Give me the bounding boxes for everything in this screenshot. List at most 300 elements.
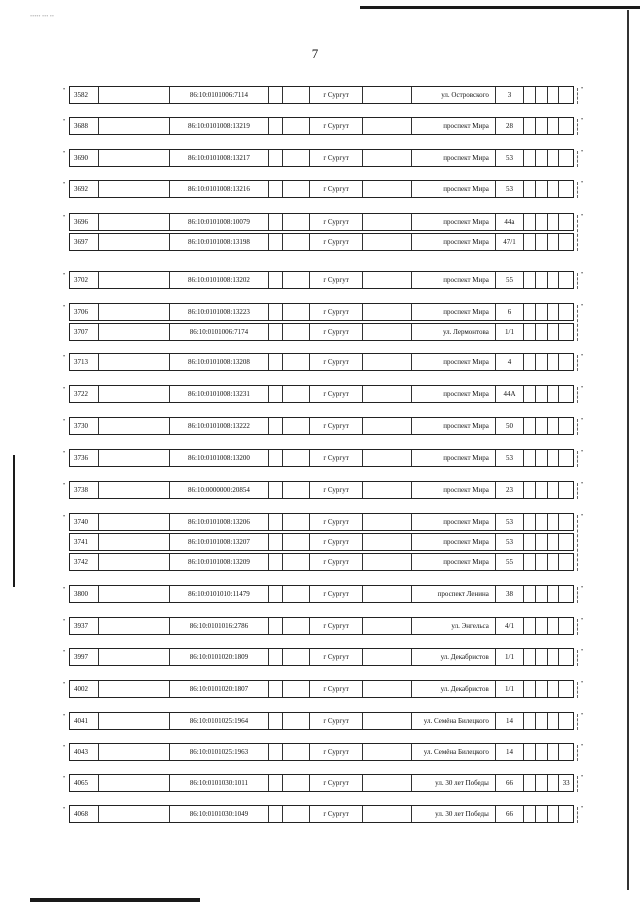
street-cell: проспект Ленина	[412, 586, 496, 602]
table-block	[63, 149, 584, 169]
empty-cell	[548, 514, 560, 530]
empty-cell	[269, 354, 283, 370]
house-number-cell: 1/1	[496, 681, 524, 697]
table-block	[63, 805, 584, 825]
house-number-cell: 44а	[496, 214, 524, 230]
empty-cell	[548, 272, 560, 288]
street-cell: проспект Мира	[412, 118, 496, 134]
scan-right-edge	[627, 10, 629, 890]
empty-cell	[536, 586, 548, 602]
empty-cell	[363, 272, 412, 288]
table-row	[69, 233, 574, 251]
table-row	[69, 533, 574, 551]
empty-cell	[99, 681, 169, 697]
empty-cell	[524, 354, 536, 370]
city-cell: г Сургут	[310, 234, 363, 250]
cadastral-number-cell: 86:10:0101006:7174	[170, 324, 270, 340]
empty-cell	[363, 87, 412, 103]
empty-cell	[536, 534, 548, 550]
empty-cell	[269, 324, 283, 340]
header-stamp: ••••• ••• ••	[30, 14, 55, 20]
empty-cell	[363, 304, 412, 320]
empty-cell	[536, 118, 548, 134]
empty-cell	[363, 649, 412, 665]
table-block	[63, 513, 584, 573]
empty-cell	[548, 649, 560, 665]
empty-cell	[99, 386, 169, 402]
empty-cell	[269, 554, 283, 570]
apartment-cell	[559, 806, 573, 822]
empty-cell	[524, 775, 536, 791]
empty-cell	[363, 681, 412, 697]
apartment-cell	[559, 354, 573, 370]
group-bracket	[577, 682, 579, 698]
cadastral-number-cell: 86:10:0101008:10079	[170, 214, 270, 230]
street-cell: проспект Мира	[412, 554, 496, 570]
empty-cell	[363, 514, 412, 530]
empty-cell	[363, 450, 412, 466]
empty-cell	[269, 713, 283, 729]
record-id-cell: 3997	[70, 649, 99, 665]
record-id-cell: 3736	[70, 450, 99, 466]
table-row	[69, 385, 574, 403]
empty-cell	[536, 775, 548, 791]
empty-cell	[99, 118, 169, 134]
empty-cell	[548, 418, 560, 434]
empty-cell	[548, 775, 560, 791]
table-block	[63, 585, 584, 605]
cadastral-number-cell: 86:10:0101025:1964	[170, 713, 270, 729]
empty-cell	[548, 118, 560, 134]
street-cell: проспект Мира	[412, 272, 496, 288]
city-cell: г Сургут	[310, 87, 363, 103]
group-bracket	[577, 88, 579, 104]
empty-cell	[269, 118, 283, 134]
table-block	[63, 712, 584, 732]
empty-cell	[99, 482, 169, 498]
table-row	[69, 648, 574, 666]
empty-cell	[99, 514, 169, 530]
apartment-cell	[559, 554, 573, 570]
empty-cell	[283, 586, 310, 602]
cadastral-number-cell: 86:10:0101025:1963	[170, 744, 270, 760]
margin-mark: •	[581, 743, 584, 749]
empty-cell	[536, 681, 548, 697]
empty-cell	[269, 806, 283, 822]
group-bracket	[577, 182, 579, 198]
cadastral-number-cell: 86:10:0101008:13206	[170, 514, 270, 530]
empty-cell	[283, 534, 310, 550]
group-bracket	[577, 807, 579, 823]
empty-cell	[363, 618, 412, 634]
margin-mark: •	[63, 681, 66, 687]
margin-mark: •	[63, 806, 66, 812]
group-bracket	[577, 387, 579, 403]
group-bracket	[577, 355, 579, 371]
city-cell: г Сургут	[310, 418, 363, 434]
table-row	[69, 149, 574, 167]
empty-cell	[548, 450, 560, 466]
record-id-cell: 3800	[70, 586, 99, 602]
empty-cell	[99, 150, 169, 166]
group-bracket	[577, 714, 579, 730]
margin-mark: •	[63, 713, 66, 719]
margin-mark: •	[63, 450, 66, 456]
cadastral-number-cell: 86:10:0101008:13217	[170, 150, 270, 166]
empty-cell	[269, 681, 283, 697]
cadastral-number-cell: 86:10:0101008:13202	[170, 272, 270, 288]
empty-cell	[283, 150, 310, 166]
table-block	[63, 417, 584, 437]
house-number-cell: 6	[496, 304, 524, 320]
apartment-cell	[559, 181, 573, 197]
record-id-cell: 3740	[70, 514, 99, 530]
house-number-cell: 28	[496, 118, 524, 134]
apartment-cell	[559, 450, 573, 466]
apartment-cell	[559, 514, 573, 530]
empty-cell	[548, 234, 560, 250]
cadastral-number-cell: 86:10:0101008:13198	[170, 234, 270, 250]
house-number-cell: 53	[496, 450, 524, 466]
margin-mark: •	[63, 744, 66, 750]
apartment-cell	[559, 418, 573, 434]
cadastral-number-cell: 86:10:0101008:13209	[170, 554, 270, 570]
table-block	[63, 449, 584, 469]
margin-mark: •	[63, 87, 66, 93]
city-cell: г Сургут	[310, 649, 363, 665]
empty-cell	[536, 214, 548, 230]
empty-cell	[524, 118, 536, 134]
empty-cell	[536, 354, 548, 370]
city-cell: г Сургут	[310, 554, 363, 570]
record-id-cell: 3702	[70, 272, 99, 288]
empty-cell	[548, 181, 560, 197]
empty-cell	[524, 324, 536, 340]
cadastral-number-cell: 86:10:0101008:13200	[170, 450, 270, 466]
table-row	[69, 353, 574, 371]
table-row	[69, 180, 574, 198]
record-id-cell: 3582	[70, 87, 99, 103]
empty-cell	[269, 534, 283, 550]
table-block	[63, 213, 584, 253]
empty-cell	[536, 806, 548, 822]
record-id-cell: 3713	[70, 354, 99, 370]
empty-cell	[99, 324, 169, 340]
empty-cell	[363, 181, 412, 197]
street-cell: ул. Семёна Билецкого	[412, 713, 496, 729]
empty-cell	[283, 806, 310, 822]
table-row	[69, 617, 574, 635]
empty-cell	[548, 806, 560, 822]
house-number-cell: 4	[496, 354, 524, 370]
empty-cell	[283, 118, 310, 134]
record-id-cell: 4041	[70, 713, 99, 729]
empty-cell	[548, 618, 560, 634]
city-cell: г Сургут	[310, 354, 363, 370]
empty-cell	[99, 713, 169, 729]
empty-cell	[283, 681, 310, 697]
empty-cell	[99, 214, 169, 230]
empty-cell	[524, 181, 536, 197]
street-cell: проспект Мира	[412, 482, 496, 498]
empty-cell	[363, 418, 412, 434]
city-cell: г Сургут	[310, 214, 363, 230]
empty-cell	[524, 534, 536, 550]
empty-cell	[99, 234, 169, 250]
house-number-cell: 44А	[496, 386, 524, 402]
empty-cell	[524, 418, 536, 434]
empty-cell	[99, 775, 169, 791]
margin-mark: •	[581, 271, 584, 277]
margin-mark: •	[581, 303, 584, 309]
cadastral-number-cell: 86:10:0101030:1049	[170, 806, 270, 822]
table-block	[63, 353, 584, 373]
margin-mark: •	[63, 514, 66, 520]
empty-cell	[536, 324, 548, 340]
street-cell: проспект Мира	[412, 386, 496, 402]
empty-cell	[269, 618, 283, 634]
record-id-cell: 3690	[70, 150, 99, 166]
group-bracket	[577, 151, 579, 167]
apartment-cell	[559, 713, 573, 729]
cadastral-number-cell: 86:10:0101016:2786	[170, 618, 270, 634]
house-number-cell: 3	[496, 87, 524, 103]
margin-mark: •	[63, 118, 66, 124]
margin-mark: •	[581, 417, 584, 423]
table-block	[63, 481, 584, 501]
group-bracket	[577, 419, 579, 435]
margin-mark: •	[581, 805, 584, 811]
street-cell: проспект Мира	[412, 514, 496, 530]
cadastral-number-cell: 86:10:0101010:11479	[170, 586, 270, 602]
house-number-cell: 1/1	[496, 649, 524, 665]
empty-cell	[524, 214, 536, 230]
empty-cell	[269, 775, 283, 791]
empty-cell	[536, 304, 548, 320]
page-number: 7	[311, 46, 319, 61]
empty-cell	[363, 713, 412, 729]
apartment-cell	[559, 649, 573, 665]
cadastral-number-cell: 86:10:0101008:13208	[170, 354, 270, 370]
apartment-cell	[559, 482, 573, 498]
empty-cell	[524, 806, 536, 822]
house-number-cell: 47/1	[496, 234, 524, 250]
empty-cell	[524, 554, 536, 570]
city-cell: г Сургут	[310, 118, 363, 134]
margin-mark: •	[581, 385, 584, 391]
street-cell: проспект Мира	[412, 418, 496, 434]
empty-cell	[269, 181, 283, 197]
empty-cell	[548, 214, 560, 230]
street-cell: ул. Семёна Билецкого	[412, 744, 496, 760]
apartment-cell	[559, 304, 573, 320]
empty-cell	[524, 713, 536, 729]
margin-mark: •	[581, 774, 584, 780]
record-id-cell: 3730	[70, 418, 99, 434]
city-cell: г Сургут	[310, 304, 363, 320]
table-row	[69, 481, 574, 499]
house-number-cell: 53	[496, 181, 524, 197]
table-block	[63, 617, 584, 637]
empty-cell	[536, 87, 548, 103]
street-cell: проспект Мира	[412, 304, 496, 320]
empty-cell	[536, 554, 548, 570]
street-cell: ул. 30 лет Победы	[412, 775, 496, 791]
empty-cell	[524, 234, 536, 250]
empty-cell	[99, 534, 169, 550]
city-cell: г Сургут	[310, 482, 363, 498]
city-cell: г Сургут	[310, 586, 363, 602]
apartment-cell	[559, 744, 573, 760]
empty-cell	[363, 214, 412, 230]
empty-cell	[99, 181, 169, 197]
house-number-cell: 1/1	[496, 324, 524, 340]
empty-cell	[269, 150, 283, 166]
group-bracket	[577, 650, 579, 666]
group-bracket	[577, 515, 579, 571]
city-cell: г Сургут	[310, 386, 363, 402]
apartment-cell	[559, 150, 573, 166]
empty-cell	[524, 87, 536, 103]
empty-cell	[536, 418, 548, 434]
margin-mark: •	[63, 386, 66, 392]
table-block	[63, 385, 584, 405]
city-cell: г Сургут	[310, 775, 363, 791]
empty-cell	[99, 354, 169, 370]
street-cell: проспект Мира	[412, 450, 496, 466]
empty-cell	[283, 87, 310, 103]
empty-cell	[536, 386, 548, 402]
city-cell: г Сургут	[310, 450, 363, 466]
street-cell: проспект Мира	[412, 234, 496, 250]
street-cell: ул. Декабристов	[412, 681, 496, 697]
empty-cell	[548, 150, 560, 166]
margin-mark: •	[63, 354, 66, 360]
empty-cell	[99, 87, 169, 103]
street-cell: проспект Мира	[412, 534, 496, 550]
empty-cell	[524, 744, 536, 760]
empty-cell	[283, 649, 310, 665]
table-block	[63, 774, 584, 794]
empty-cell	[283, 214, 310, 230]
apartment-cell	[559, 618, 573, 634]
empty-cell	[524, 514, 536, 530]
empty-cell	[548, 586, 560, 602]
empty-cell	[524, 304, 536, 320]
record-id-cell: 3692	[70, 181, 99, 197]
margin-mark: •	[581, 449, 584, 455]
house-number-cell: 14	[496, 744, 524, 760]
house-number-cell: 66	[496, 775, 524, 791]
table-row	[69, 774, 574, 792]
empty-cell	[99, 618, 169, 634]
group-bracket	[577, 587, 579, 603]
empty-cell	[283, 324, 310, 340]
empty-cell	[283, 354, 310, 370]
empty-cell	[269, 649, 283, 665]
table-row	[69, 271, 574, 289]
street-cell: проспект Мира	[412, 181, 496, 197]
apartment-cell	[559, 586, 573, 602]
empty-cell	[283, 181, 310, 197]
table-row	[69, 680, 574, 698]
city-cell: г Сургут	[310, 272, 363, 288]
margin-mark: •	[63, 150, 66, 156]
empty-cell	[283, 514, 310, 530]
empty-cell	[283, 418, 310, 434]
apartment-cell	[559, 234, 573, 250]
table-row	[69, 743, 574, 761]
house-number-cell: 66	[496, 806, 524, 822]
margin-mark: •	[581, 513, 584, 519]
record-id-cell: 3697	[70, 234, 99, 250]
record-id-cell: 3937	[70, 618, 99, 634]
record-id-cell: 3696	[70, 214, 99, 230]
street-cell: проспект Мира	[412, 354, 496, 370]
empty-cell	[283, 272, 310, 288]
empty-cell	[363, 234, 412, 250]
table-block	[63, 680, 584, 700]
empty-cell	[524, 618, 536, 634]
margin-mark: •	[581, 617, 584, 623]
empty-cell	[536, 450, 548, 466]
apartment-cell	[559, 386, 573, 402]
margin-mark: •	[581, 117, 584, 123]
table-row	[69, 117, 574, 135]
margin-mark: •	[581, 149, 584, 155]
table-row	[69, 86, 574, 104]
empty-cell	[269, 234, 283, 250]
street-cell: проспект Мира	[412, 214, 496, 230]
group-bracket	[577, 273, 579, 289]
empty-cell	[99, 649, 169, 665]
table-row	[69, 417, 574, 435]
house-number-cell: 53	[496, 514, 524, 530]
apartment-cell: 33	[562, 779, 570, 787]
empty-cell	[283, 482, 310, 498]
empty-cell	[269, 514, 283, 530]
margin-mark: •	[581, 585, 584, 591]
house-number-cell: 50	[496, 418, 524, 434]
margin-mark: •	[581, 680, 584, 686]
record-id-cell: 3706	[70, 304, 99, 320]
margin-mark: •	[63, 586, 66, 592]
empty-cell	[363, 150, 412, 166]
empty-cell	[536, 618, 548, 634]
margin-mark: •	[63, 214, 66, 220]
empty-cell	[269, 214, 283, 230]
empty-cell	[99, 418, 169, 434]
house-number-cell: 55	[496, 272, 524, 288]
record-id-cell: 3707	[70, 324, 99, 340]
empty-cell	[536, 649, 548, 665]
city-cell: г Сургут	[310, 806, 363, 822]
empty-cell	[548, 713, 560, 729]
empty-cell	[283, 554, 310, 570]
empty-cell	[99, 744, 169, 760]
record-id-cell: 4065	[70, 775, 99, 791]
empty-cell	[363, 118, 412, 134]
table-row	[69, 323, 574, 341]
empty-cell	[548, 482, 560, 498]
table-block	[63, 86, 584, 106]
city-cell: г Сургут	[310, 534, 363, 550]
table-block	[63, 743, 584, 763]
margin-mark: •	[581, 481, 584, 487]
empty-cell	[363, 586, 412, 602]
empty-cell	[548, 304, 560, 320]
cadastral-number-cell: 86:10:0101008:13216	[170, 181, 270, 197]
